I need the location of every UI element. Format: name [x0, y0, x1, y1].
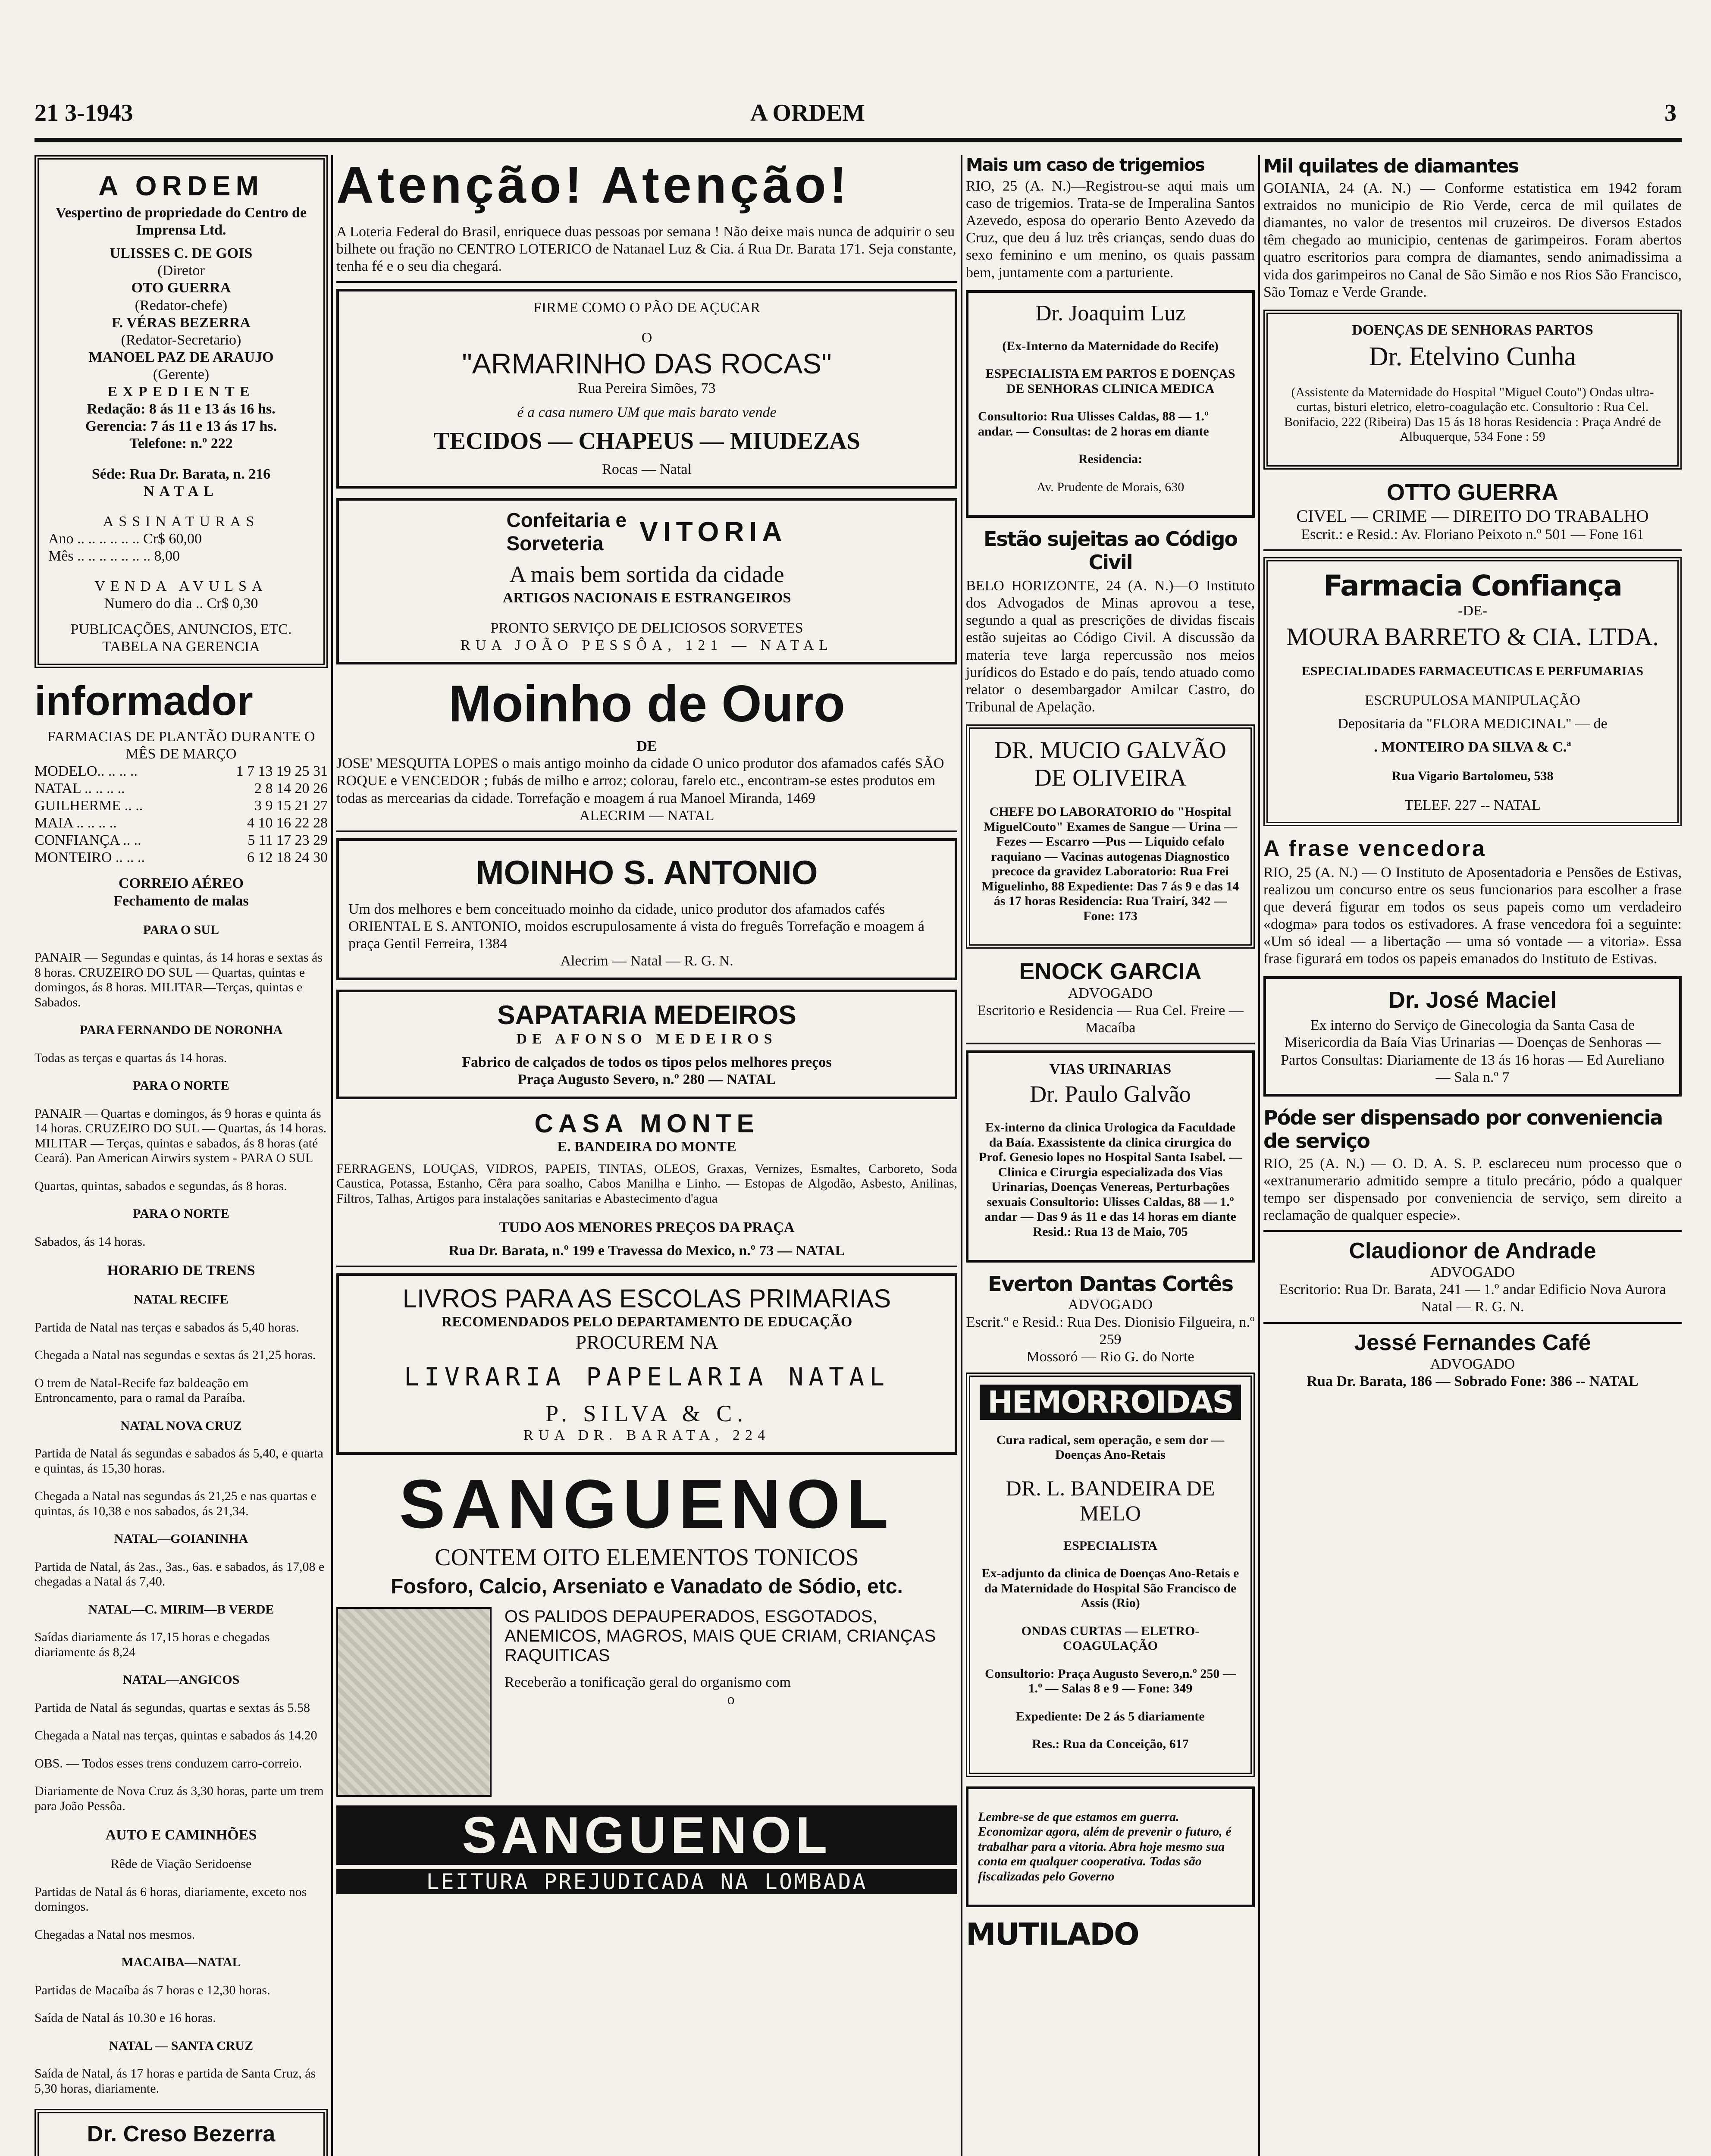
- hemorroidas-exp: Expediente: De 2 ás 5 diariamente: [1016, 1709, 1205, 1724]
- farmacia-address: Rua Vigario Bartolomeu, 538: [1391, 769, 1554, 783]
- trens-title: HORARIO DE TRENS: [107, 1263, 255, 1279]
- ordem-title: A ORDEM: [98, 170, 264, 201]
- expediente-line: Redação: 8 ás 11 e 13 ás 16 hs.: [87, 401, 276, 417]
- moinho-antonio-ad: [336, 838, 957, 980]
- hemorroidas-spec: ESPECIALISTA: [1063, 1538, 1157, 1553]
- sanguenol-sub: CONTEM OITO ELEMENTOS TONICOS: [435, 1544, 859, 1571]
- auto-text: Rêde de Viação Seridoense: [110, 1857, 252, 1871]
- farmacia-tel: TELEF. 227 -- NATAL: [1404, 797, 1541, 813]
- armarinho-top: FIRME COMO O PÃO DE AÇUCAR: [533, 300, 761, 316]
- sapataria-ad: [336, 990, 957, 1099]
- trens-text: Chegada a Natal nas terças, quintas e sabados ás 14.20: [34, 1728, 317, 1743]
- ordem-box: [34, 155, 328, 668]
- etelvino-top: DOENÇAS DE SENHORAS PARTOS: [1352, 322, 1593, 338]
- farmacia-row: CONFIANÇA .. .. 5 11 17 23 29: [34, 832, 328, 849]
- auto-title: AUTO E CAMINHÕES: [105, 1827, 257, 1843]
- hemorroidas-consult: Consultorio: Praça Augusto Severo,n.º 250 — 1.º — Salas 8 e 9 — Fone: 349: [985, 1666, 1236, 1696]
- farmacia-owner: MOURA BARRETO & CIA. LTDA.: [1286, 623, 1659, 651]
- trens-text: Partida de Natal, ás 2as., 3as., 6as. e sabados, ás 17,08 e chegadas a Natal ás 7,40.: [34, 1559, 325, 1589]
- galvao-top: VIAS URINARIAS: [1049, 1061, 1172, 1078]
- galvao-name: Dr. Paulo Galvão: [1030, 1081, 1191, 1107]
- correio-text: PARA O SUL: [143, 922, 219, 937]
- everton-city: Mossoró — Rio G. do Norte: [1026, 1348, 1194, 1365]
- hemorroidas-res: Res.: Rua da Conceição, 617: [1032, 1737, 1189, 1752]
- trens-text: Partida de Natal ás segundas e sabados ás 5,40, e quarta e quintas, ás 15,30 horas.: [34, 1446, 323, 1476]
- publicacoes: PUBLICAÇÕES, ANUNCIOS, ETC.: [70, 621, 292, 638]
- sapataria-address: Praça Augusto Severo, n.º 280 — NATAL: [517, 1072, 776, 1088]
- lombada-notice: LEITURA PREJUDICADA NA LOMBADA: [336, 1869, 957, 1894]
- sapataria-text: Fabrico de calçados de todos os tipos pelos melhores preços: [462, 1054, 832, 1071]
- moinho-ouro-ad: [336, 674, 957, 824]
- staff-role: (Diretor: [157, 263, 205, 279]
- farmacia-spec: ESPECIALIDADES FARMACEUTICAS E PERFUMARIAS: [1301, 664, 1644, 679]
- pode-title: Póde ser dispensado por conveniencia de serviço: [1263, 1106, 1663, 1153]
- auto-text: Saída de Natal ás 10.30 e 16 horas.: [34, 2011, 216, 2025]
- diamantes-article: [1263, 155, 1682, 301]
- staff-role: (Redator-chefe): [135, 297, 228, 313]
- sede: Séde: Rua Dr. Barata, n. 216: [91, 466, 271, 482]
- expediente-title: EXPEDIENTE: [107, 384, 255, 400]
- auto-text: Saída de Natal, ás 17 horas e partida de Santa Cruz, ás 5,30 horas, diariamente.: [34, 2066, 316, 2096]
- mucio-ad: [966, 724, 1255, 949]
- hemorroidas-title: HEMORROIDAS: [980, 1385, 1241, 1420]
- farmacia-row: MAIA .. .. .. .. 4 10 16 22 28: [34, 815, 328, 831]
- header-masthead: A ORDEM: [750, 100, 865, 126]
- mutilado-notice: MUTILADO: [966, 1917, 1139, 1952]
- vitoria-goods: ARTIGOS NACIONAIS E ESTRANGEIROS: [502, 589, 791, 606]
- codigo-text: BELO HORIZONTE, 24 (A. N.)—O Instituto dos Advogados de Minas aprovou a tese, segundo a qual as prescrições de dividas fiscais estão sujeitas ao Código Civil. A discussão da materia teve larga repercussão nos meios jurídicos do Estado e do país, tendo atuado como relator o desembargador Amilcar Castro, do Tribunal de Apelação.: [966, 578, 1255, 715]
- column-3: [966, 155, 1255, 2156]
- farmacia-de: -DE-: [1458, 603, 1487, 619]
- armarinho-address: Rua Pereira Simões, 73: [578, 380, 716, 396]
- staff-role: (Redator-Secretario): [121, 332, 241, 348]
- column-divider: [1258, 155, 1260, 2156]
- diamantes-title: Mil quilates de diamantes: [1263, 155, 1519, 177]
- trens-text: Diariamente de Nova Cruz ás 3,30 horas, parte um trem para João Pessôa.: [34, 1784, 324, 1813]
- correio-text: PARA O NORTE: [133, 1206, 229, 1221]
- sanguenol-title: SANGUENOL: [399, 1465, 895, 1542]
- claudionor-ad: [1263, 1238, 1682, 1316]
- otto-ad: [1263, 479, 1682, 543]
- everton-text: Escrit.º e Resid.: Rua Des. Dionisio Filgueira, n.º 259: [966, 1314, 1255, 1348]
- armarinho-ad: [336, 289, 957, 489]
- farmacia-ad: [1263, 557, 1682, 826]
- casa-monte-text: FERRAGENS, LOUÇAS, VIDROS, PAPEIS, TINTAS, OLEOS, Graxas, Vernizes, Esmaltes, Carboreto, Soda Caustica, Potassa, Estanho, Cêra para soalho, Cabos Manilha e Linho. — Estopas de Algodão, Asbesto, Anilinas, Filtros, Talhas, Artigos para instalações sanitarias e Abastecimento d'agua: [336, 1161, 957, 1206]
- expediente-line: Gerencia: 7 ás 11 e 13 ás 17 hs.: [85, 418, 277, 435]
- farmacia-row: NATAL .. .. .. .. 2 8 14 20 26: [34, 780, 328, 796]
- informador-section: [34, 677, 328, 2096]
- joaquim-res-addr: Av. Prudente de Morais, 630: [1036, 479, 1185, 494]
- correio-text: Todas as terças e quartas ás 14 horas.: [34, 1050, 227, 1065]
- expediente-line: Telefone: n.º 222: [129, 436, 233, 452]
- frase-article: [1263, 836, 1682, 968]
- casa-monte-address: Rua Dr. Barata, n.º 199 e Travessa do Mexico, n.º 73 — NATAL: [448, 1243, 845, 1259]
- livros-title: LIVROS PARA AS ESCOLAS PRIMARIAS: [402, 1284, 891, 1313]
- galvao-ad: [966, 1050, 1255, 1263]
- armarinho-slogan: é a casa numero UM que mais barato vende: [517, 404, 777, 420]
- enock-role: ADVOGADO: [1068, 985, 1153, 1002]
- staff-name: MANOEL PAZ DE ARAUJO: [88, 349, 274, 365]
- etelvino-ad: [1263, 310, 1682, 470]
- ordem-subtitle: Vespertino de propriedade do Centro de Imprensa Ltd.: [55, 205, 307, 238]
- atencao-title: Atenção! Atenção!: [336, 156, 850, 214]
- mucio-text: CHEFE DO LABORATORIO do "Hospital MiguelCouto" Exames de Sangue — Urina — Fezes — Escarro —Pus — Liquido cefalo raquiano — Vacinas autogenas Diagnostico precoce da gravidez Laboratorio: Rua Frei Miguelinho, 88 Expediente: Das 7 ás 9 e das 14 ás 17 horas Residencia: Rua Trairí, 342 — Fone: 173: [981, 805, 1239, 923]
- auto-text: Partidas de Natal ás 6 horas, diariamente, exceto nos domingos.: [34, 1884, 307, 1914]
- galvao-text: Ex-interno da clinica Urologica da Faculdade da Baía. Exassistente da clinica cirurgica do Prof. Genesio lopes no Hospital Santa Isabel. — Clinica e Cirurgia especializada dos Vias Urinarias, Doenças Venereas, Perturbações sexuais Consultorio: Ulisses Caldas, 88 — 1.º andar — Das 9 ás 11 e das 14 horas em diante Resid.: Rua 13 de Maio, 705: [978, 1120, 1242, 1239]
- trens-text: OBS. — Todos esses trens conduzem carro-correio.: [34, 1756, 302, 1771]
- vitoria-left1: Confeitaria e: [506, 508, 627, 531]
- vitoria-ad: [336, 498, 957, 664]
- everton-name: Everton Dantas Cortês: [987, 1272, 1233, 1297]
- trigemios-text: RIO, 25 (A. N.)—Registrou-se aqui mais um caso de trigemios. Trata-se de Imperalina Santos Azevedo, esposa do operario Bento Azevedo da Cruz, que deu á luz três crianças, sendo duas do sexo feminino e um menino, os quais passam bem, juntamente com a parturiente.: [966, 178, 1255, 281]
- farmacia-title: Farmacia Confiança: [1323, 569, 1622, 603]
- farmacia-manip: ESCRUPULOSA MANIPULAÇÃO: [1365, 692, 1580, 708]
- staff-name: ULISSES C. DE GOIS: [110, 245, 253, 262]
- joaquim-ad: [966, 290, 1255, 518]
- moinho-ouro-address: ALECRIM — NATAL: [579, 807, 714, 824]
- jesse-name: Jessé Fernandes Café: [1354, 1330, 1591, 1355]
- creso-name: Dr. Creso Bezerra: [87, 2122, 276, 2147]
- moinho-ouro-title: Moinho de Ouro: [448, 675, 845, 733]
- sanguenol-text: OS PALIDOS DEPAUPERADOS, ESGOTADOS, ANEMICOS, MAGROS, MAIS QUE CRIAM, CRIANÇAS RAQUITICAS: [505, 1607, 936, 1665]
- header-page-number: 3: [1664, 100, 1677, 126]
- column-4: [1263, 155, 1682, 2156]
- diamantes-text: GOIANIA, 24 (A. N.) — Conforme estatistica em 1942 foram extraidos no municipio de Rio Verde, cerca de mil quilates de diamantes, no valor de tresentos mil cruzeiros. De diversos Estados têm chegado ao municipio, centenas de garimpeiros. Foram abertos quatro escritorios para compra de diamantes, sendo animadissima a vida dos garimpeiros no Canal de São Simão e nos Rios São Francisco, São Tomaz e Verde Grande.: [1263, 180, 1682, 300]
- assinatura-ano: Ano .. .. .. .. .. .. Cr$ 60,00: [48, 530, 202, 547]
- otto-areas: CIVEL — CRIME — DIREITO DO TRABALHO: [1296, 506, 1649, 526]
- livros-address: RUA DR. BARATA, 224: [523, 1427, 770, 1444]
- vitoria-name: VITORIA: [639, 516, 787, 547]
- sanguenol-ingredients: Fosforo, Calcio, Arseniato e Vanadato de Sódio, etc.: [391, 1575, 903, 1598]
- staff-name: F. VÉRAS BEZERRA: [111, 314, 251, 331]
- pode-article: [1263, 1106, 1682, 1224]
- correio-text: Sabados, ás 14 horas.: [34, 1234, 146, 1249]
- moinho-ouro-text: JOSE' MESQUITA LOPES o mais antigo moinho da cidade O unico produtor dos afamados cafés SÃO ROQUE e VENCEDOR ; fubás de milho e arroz; colorau, farelo etc., encontram-se estes produtos em todas as mercearias da cidade. Torrefação e moagem á rua Manoel Miranda, 1469: [336, 755, 944, 806]
- joaquim-consult: Consultorio: Rua Ulisses Caldas, 88 — 1.º andar. — Consultas: de 2 horas em diante: [978, 409, 1209, 439]
- moinho-antonio-text: Um dos melhores e bem conceituado moinho da cidade, unico produtor dos afamados cafés ORIENTAL E S. ANTONIO, moidos escrupulosamente á vista do freguês Torrefação e moagem á praça Gentil Ferreira, 1384: [348, 901, 924, 952]
- sapataria-sub: DE AFONSO MEDEIROS: [516, 1031, 777, 1047]
- assinatura-mes: Mês .. .. .. .. .. .. .. 8,00: [48, 548, 180, 564]
- sapataria-title: SAPATARIA MEDEIROS: [497, 1000, 796, 1031]
- informador-title: informador: [34, 677, 253, 724]
- farmacia-monteiro: . MONTEIRO DA SILVA & C.ª: [1374, 739, 1571, 755]
- jesse-text: Rua Dr. Barata, 186 — Sobrado Fone: 386 -- NATAL: [1307, 1373, 1639, 1389]
- auto-text: NATAL — SANTA CRUZ: [109, 2038, 254, 2053]
- jesse-role: ADVOGADO: [1430, 1356, 1515, 1372]
- pode-text: RIO, 25 (A. N.) — O. D. A. S. P. esclareceu num processo que o «extranumerario admitido sempre a titulo precário, pódo a qualquer tempo ser dispensado por conveniencia de serviço, sem direito a reclamação de qualquer especie».: [1263, 1155, 1682, 1224]
- livros-ad: [336, 1273, 957, 1454]
- joaquim-res: Residencia:: [1078, 452, 1143, 467]
- enock-ad: [966, 958, 1255, 1037]
- trens-text: NATAL RECIFE: [134, 1292, 229, 1307]
- column-divider: [331, 155, 333, 2156]
- everton-role: ADVOGADO: [1068, 1297, 1153, 1313]
- staff-name: OTO GUERRA: [131, 280, 231, 296]
- farmacias-title: FARMACIAS DE PLANTÃO DURANTE O MÊS DE MARÇO: [47, 728, 315, 762]
- codigo-title: Estão sujeitas ao Código Civil: [984, 527, 1237, 574]
- claudionor-role: ADVOGADO: [1430, 1264, 1515, 1281]
- header-rule: [34, 138, 1682, 142]
- trens-text: NATAL NOVA CRUZ: [120, 1418, 242, 1433]
- claudionor-text: Escritorio: Rua Dr. Barata, 241 — 1.º andar Edificio Nova Aurora Natal — R. G. N.: [1279, 1282, 1666, 1315]
- trens-text: NATAL—C. MIRIM—B VERDE: [88, 1602, 274, 1617]
- farmacia-row: GUILHERME .. .. 3 9 15 21 27: [34, 797, 328, 814]
- hemorroidas-text2: Ex-adjunto da clinica de Doenças Ano-Retais e da Maternidade do Hospital São Francisco de Assis (Rio): [981, 1566, 1239, 1611]
- correio-text: PANAIR — Quartas e domingos, ás 9 horas e quinta ás 14 horas. CRUZEIRO DO SUL — Quartas, ás 14 horas. MILITAR — Terças, quintas e sabados, ás 8 horas (até Ceará). Pan American Airwirs system - PARA O SUL: [34, 1106, 327, 1166]
- atencao-text: A Loteria Federal do Brasil, enriquece duas pessoas por semana ! Não deixe mais nunca de adquirir o seu bilhete ou fração no CENTRO LOTERICO de Natanael Luz & Cia. á Rua Dr. Barata 171. Seja constante, tenha fé e o seu dia chegará.: [336, 224, 956, 275]
- trens-text: O trem de Natal-Recife faz baldeação em Entroncamento, para o ramal da Paraíba.: [34, 1376, 249, 1405]
- header-date: 21 3-1943: [34, 100, 133, 126]
- frase-text: RIO, 25 (A. N.) — O Instituto de Aposentadoria e Pensões de Estivas, realizou um concurso entre os seus funcionarios para escolher a frase que deverá figurar em todos os seus papeis como um verdadeiro «dogma» para todos os estivadores. A frase vencedora foi a seguinte: «Um só ideal — a libertação — uma só vontade — a vitoria». Essa frase figurará em todos os papeis emanados do Instituto de Estivas.: [1263, 864, 1682, 967]
- maciel-name: Dr. José Maciel: [1388, 987, 1557, 1013]
- enock-text: Escritorio e Residencia — Rua Cel. Freire — Macaíba: [977, 1003, 1244, 1036]
- casa-monte-ad: [336, 1109, 957, 1260]
- auto-text: Chegadas a Natal nos mesmos.: [34, 1927, 195, 1942]
- trens-text: Partida de Natal ás segundas, quartas e sextas ás 5.58: [34, 1700, 310, 1715]
- staff-role: (Gerente): [153, 366, 210, 382]
- armarinho-goods: TECIDOS — CHAPEUS — MIUDEZAS: [433, 427, 860, 454]
- correio-title: CORREIO AÉREO: [119, 875, 244, 892]
- enock-name: ENOCK GARCIA: [1019, 959, 1202, 985]
- vitoria-address: RUA JOÃO PESSÔA, 121 — NATAL: [460, 637, 834, 654]
- armarinho-name: "ARMARINHO DAS ROCAS": [462, 347, 832, 379]
- vitoria-left2: Sorveteria: [506, 532, 604, 555]
- tabela: TABELA NA GERENCIA: [102, 639, 260, 655]
- sanguenol-ad: [336, 1464, 957, 1894]
- frase-title: A frase vencedora: [1263, 836, 1486, 861]
- livros-rec: RECOMENDADOS PELO DEPARTAMENTO DE EDUCAÇÃO: [441, 1314, 852, 1330]
- creso-ad: [34, 2109, 328, 2156]
- otto-text: Escrit.: e Resid.: Av. Floriano Peixoto n.º 501 — Fone 161: [1301, 526, 1644, 543]
- trens-text: NATAL—GOIANINHA: [114, 1532, 248, 1546]
- trens-text: Partida de Natal nas terças e sabados ás 5,40 horas.: [34, 1320, 299, 1335]
- column-divider: [961, 155, 962, 2156]
- livros-owner: P. SILVA & C.: [545, 1401, 748, 1427]
- sanguenol-text2: Receberão a tonificação geral do organismo com: [505, 1674, 791, 1690]
- armarinho-o: O: [641, 330, 652, 346]
- venda-title: VENDA AVULSA: [94, 578, 268, 595]
- farmacia-row: MODELO.. .. .. .. 1 7 13 19 25 31: [34, 763, 328, 779]
- etelvino-text: (Assistente da Maternidade do Hospital "Miguel Couto") Ondas ultra-curtas, bisturi eletrico, eletro-coagulação etc. Consultorio : Rua Cel. Bonifacio, 222 (Ribeira) Das 15 ás 18 horas Residencia : Praça André de Albuquerque, 534 Fone : 59: [1284, 385, 1661, 444]
- mucio-name: DR. MUCIO GALVÃO DE OLIVEIRA: [994, 737, 1226, 792]
- moinho-antonio-address: Alecrim — Natal — R. G. N.: [560, 953, 733, 969]
- everton-ad: [966, 1272, 1255, 1365]
- sanguenol-o: o: [727, 1691, 735, 1708]
- joaquim-name: Dr. Joaquim Luz: [1035, 301, 1186, 326]
- casa-monte-title: CASA MONTE: [534, 1109, 759, 1138]
- etelvino-name: Dr. Etelvino Cunha: [1369, 342, 1576, 371]
- livros-store: LIVRARIA PAPELARIA NATAL: [404, 1362, 890, 1392]
- farmacia-dep: Depositaria da "FLORA MEDICINAL" — de: [1338, 715, 1608, 732]
- venda-numero: Numero do dia .. Cr$ 0,30: [104, 595, 258, 612]
- joaquim-spec: ESPECIALISTA EM PARTOS E DOENÇAS DE SENHORAS CLINICA MEDICA: [985, 367, 1235, 396]
- hemorroidas-name: DR. L. BANDEIRA DE MELO: [1006, 1476, 1215, 1525]
- farmacia-row: MONTEIRO .. .. .. 6 12 18 24 30: [34, 849, 328, 866]
- moinho-antonio-title: MOINHO S. ANTONIO: [476, 853, 818, 891]
- sede-city: NATAL: [144, 483, 219, 499]
- column-1: [34, 155, 328, 2156]
- livros-procurem: PROCUREM NA: [575, 1331, 718, 1354]
- column-2: [336, 155, 957, 2156]
- vitoria-slogan: A mais bem sortida da cidade: [509, 561, 784, 587]
- jesse-ad: [1263, 1330, 1682, 1390]
- correio-text: PARA O NORTE: [133, 1078, 229, 1093]
- assinaturas-title: ASSINATURAS: [103, 513, 260, 530]
- casa-monte-bottom: TUDO AOS MENORES PREÇOS DA PRAÇA: [499, 1219, 795, 1236]
- auto-text: MACAIBA—NATAL: [121, 1955, 241, 1970]
- armarinho-place: Rocas — Natal: [602, 461, 692, 477]
- lembre-text: Lembre-se de que estamos em guerra. Economizar agora, além de prevenir o futuro, é trabalhar para a vitoria. Abra hoje mesmo sua conta em qualquer cooperativa. Todas são fiscalizadas pelo Governo: [978, 1809, 1232, 1883]
- lembre-notice: [966, 1786, 1255, 1908]
- trens-text: Saídas diariamente ás 17,15 horas e chegadas diariamente ás 8,24: [34, 1630, 270, 1659]
- auto-text: Partidas de Macaíba ás 7 horas e 12,30 horas.: [34, 1983, 270, 1997]
- correio-text: PANAIR — Segundas e quintas, ás 14 horas e sextas ás 8 horas. CRUZEIRO DO SUL — Quartas, quintas e domingos, ás 8 horas. MILITAR—Terças, quintas e Sabados.: [34, 950, 323, 1009]
- casa-monte-sub: E. BANDEIRA DO MONTE: [557, 1138, 736, 1155]
- joaquim-info: (Ex-Interno da Maternidade do Recife): [1002, 338, 1219, 353]
- maciel-ad: [1263, 976, 1682, 1096]
- page-header: [0, 91, 1711, 142]
- trens-text: NATAL—ANGICOS: [122, 1673, 240, 1687]
- correio-text: Quartas, quintas, sabados e segundas, ás 8 horas.: [34, 1178, 287, 1193]
- correio-sub: Fechamento de malas: [113, 893, 249, 909]
- hemorroidas-ondas: ONDAS CURTAS — ELETRO-COAGULAÇÃO: [1021, 1623, 1200, 1653]
- correio-text: PARA FERNANDO DE NORONHA: [79, 1023, 283, 1037]
- vitoria-service: PRONTO SERVIÇO DE DELICIOSOS SORVETES: [490, 620, 803, 636]
- claudionor-name: Claudionor de Andrade: [1349, 1238, 1596, 1264]
- trigemios-title: Mais um caso de trigemios: [966, 155, 1204, 175]
- hemorroidas-text: Cura radical, sem operação, e sem dor — Doenças Ano-Retais: [996, 1432, 1225, 1462]
- atencao-ad: [336, 155, 957, 275]
- woman-portrait-illustration: [336, 1607, 492, 1797]
- otto-name: OTTO GUERRA: [1386, 479, 1558, 505]
- maciel-text: Ex interno do Serviço de Ginecologia da Santa Casa de Misericordia da Baía Vias Urinarias — Doenças de Senhoras — Partos Consultas: Diariamente de 13 ás 16 horas — Ed Aureliano — Sala n.º 7: [1281, 1017, 1664, 1085]
- trens-text: Chegada a Natal nas segundas e sextas ás 21,25 horas.: [34, 1348, 316, 1363]
- hemorroidas-ad: [966, 1373, 1255, 1777]
- sanguenol-logo: SANGUENOL: [336, 1805, 957, 1865]
- moinho-ouro-de: DE: [636, 738, 657, 755]
- trens-text: Chegada a Natal nas segundas ás 21,25 e nas quartas e quintas, ás 10,38 e nos sabados, ás 21,34.: [34, 1489, 317, 1518]
- codigo-article: [966, 527, 1255, 716]
- trigemios-article: [966, 155, 1255, 282]
